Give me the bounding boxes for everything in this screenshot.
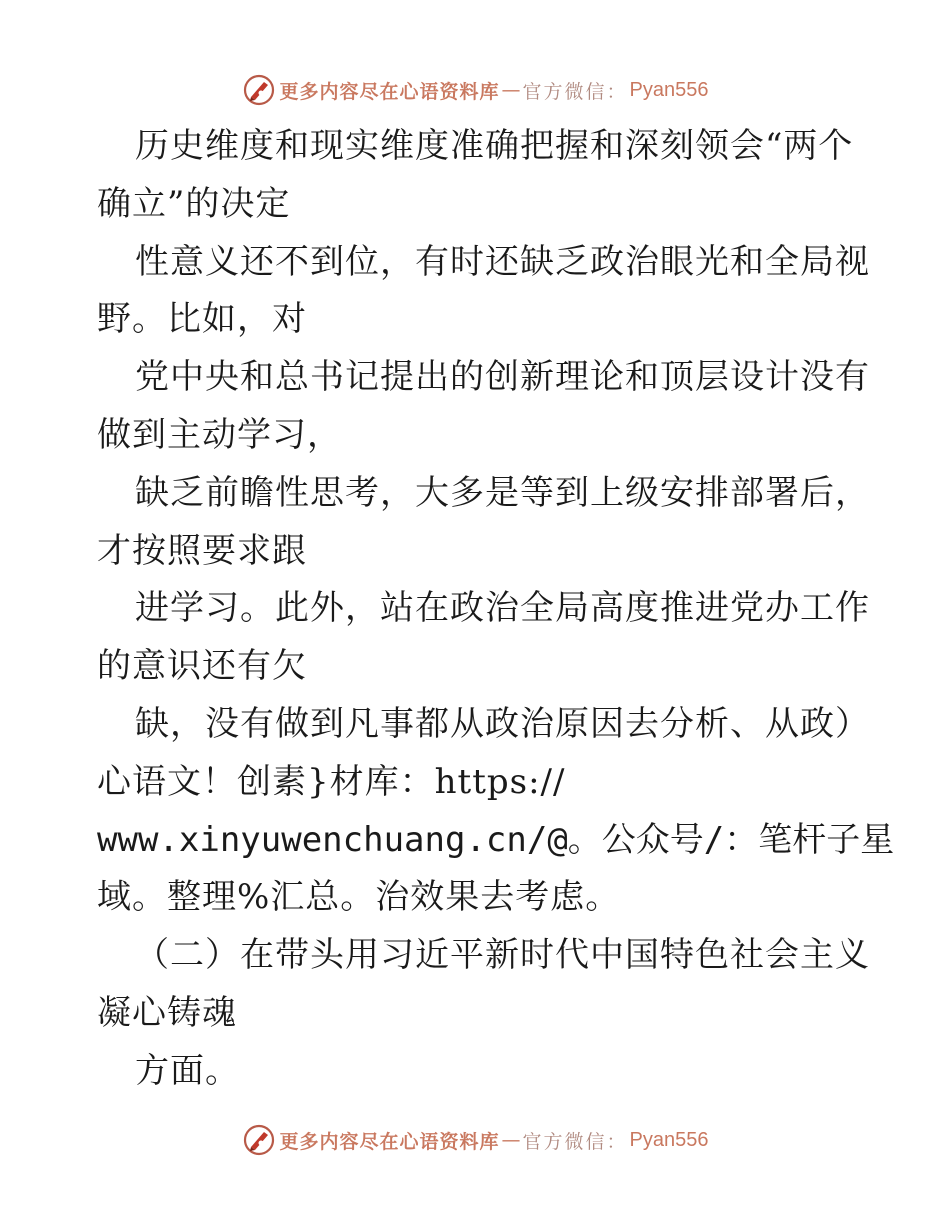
body-line: 缺，没有做到凡事都从政治原因去分析、从政） <box>135 703 870 744</box>
footer-dash: — <box>501 1129 521 1151</box>
body-line: 的意识还有欠 <box>97 646 307 687</box>
footer-site-text: 更多内容尽在心语资料库 <box>279 1130 500 1153</box>
body-line: 方面。 <box>135 1050 240 1091</box>
body-line: （二）在带头用习近平新时代中国特色社会主义 <box>135 935 870 976</box>
header-site-text: 更多内容尽在心语资料库 <box>279 80 500 103</box>
header-wechat-handle: Pyan556 <box>629 78 709 101</box>
footer-wechat-label: 官方微信： <box>522 1130 628 1153</box>
body-line: 党中央和总书记提出的创新理论和顶层设计没有 <box>135 357 870 398</box>
body-line: 性意义还不到位，有时还缺乏政治眼光和全局视 <box>135 241 870 282</box>
body-line: 进学习。此外，站在政治全局高度推进党办工作 <box>135 588 870 629</box>
body-line: www.xinyuwenchuang.cn/@。公众号/：笔杆子星 <box>97 819 895 860</box>
body-line: 野。比如，对 <box>97 299 307 340</box>
footer-wechat-handle: Pyan556 <box>629 1128 709 1151</box>
body-line: 做到主动学习， <box>97 414 342 455</box>
header-wechat-label: 官方微信： <box>522 80 628 103</box>
body-line: 确立”的决定 <box>97 183 291 224</box>
header-dash: — <box>501 79 521 101</box>
header-banner <box>0 70 950 110</box>
pen-logo-icon <box>242 1123 276 1157</box>
body-line: 凝心铸魂 <box>97 992 237 1033</box>
pen-logo-icon <box>242 73 276 107</box>
body-line: 才按照要求跟 <box>97 530 307 571</box>
body-line: 历史维度和现实维度准确把握和深刻领会“两个 <box>135 126 854 166</box>
body-line: 心语文！创素}材库：https:// <box>97 761 566 802</box>
document-body <box>97 118 895 1101</box>
footer-banner <box>0 1120 950 1160</box>
body-line: 域。整理%汇总。治效果去考虑。 <box>97 877 621 918</box>
body-line: 缺乏前瞻性思考，大多是等到上级安排部署后， <box>135 472 870 513</box>
